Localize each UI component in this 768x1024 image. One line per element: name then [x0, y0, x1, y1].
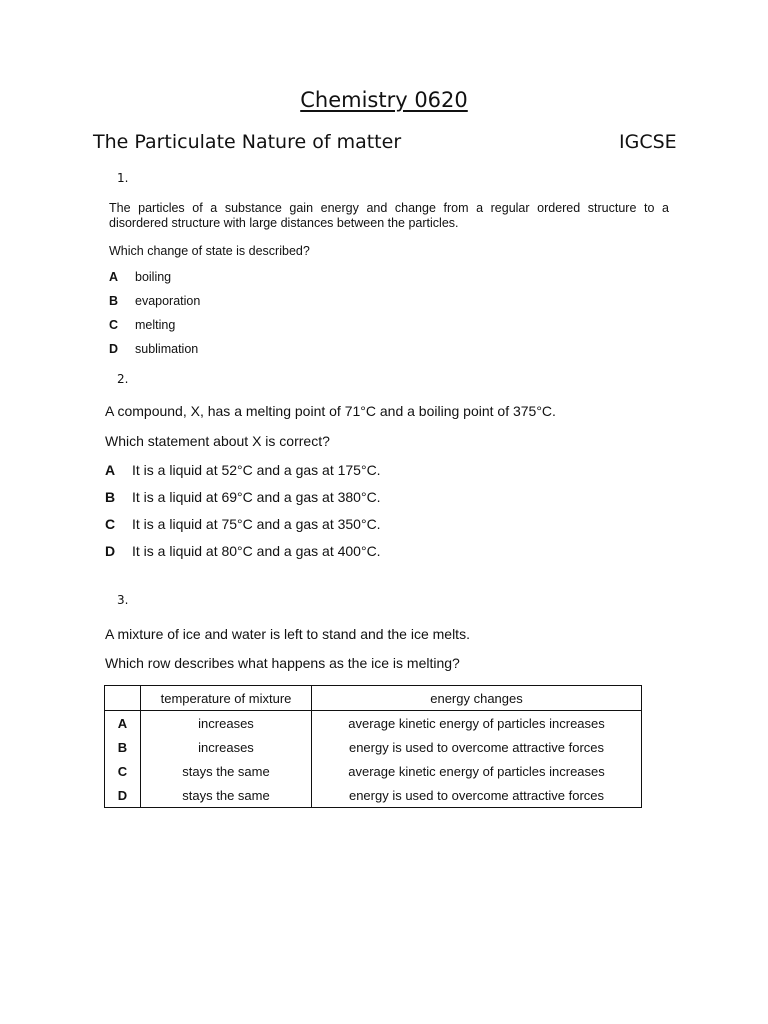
question-3-table: [104, 685, 642, 808]
row-energy: energy is used to overcome attractive forces: [312, 783, 642, 808]
table-row: [105, 759, 642, 783]
row-letter: B: [105, 735, 141, 759]
topic-heading: The Particulate Nature of matter: [93, 131, 402, 153]
question-1-prompt: Which change of state is described?: [109, 244, 310, 258]
option-letter: B: [105, 489, 116, 505]
document-title-text: Chemistry 0620: [300, 88, 468, 112]
level-label: IGCSE: [619, 131, 677, 153]
question-3-prompt: Which row describes what happens as the ice is melting?: [105, 655, 460, 671]
table-header-temperature: temperature of mixture: [141, 686, 312, 711]
option-letter: A: [109, 270, 119, 284]
question-1-option-a: [109, 270, 171, 284]
option-text: melting: [135, 318, 176, 332]
question-1-option-b: [109, 294, 200, 308]
question-2-option-a: [105, 462, 381, 478]
option-letter: D: [109, 342, 119, 356]
row-letter: C: [105, 759, 141, 783]
row-energy: energy is used to overcome attractive forces: [312, 735, 642, 759]
table-header-energy: energy changes: [312, 686, 642, 711]
question-2-option-c: [105, 516, 381, 532]
row-letter: A: [105, 711, 141, 736]
option-text: sublimation: [135, 342, 199, 356]
question-2-option-d: [105, 543, 381, 559]
question-3-number: 3.: [117, 593, 129, 607]
table-header-row: [105, 686, 642, 711]
row-temperature: increases: [141, 735, 312, 759]
table-row: [105, 735, 642, 759]
question-2-prompt: Which statement about X is correct?: [105, 433, 330, 449]
option-text: It is a liquid at 69°C and a gas at 380°C.: [132, 489, 381, 505]
option-letter: B: [109, 294, 119, 308]
question-3-stem: A mixture of ice and water is left to stand and the ice melts.: [105, 626, 470, 642]
option-letter: C: [109, 318, 119, 332]
table-row: [105, 711, 642, 736]
question-1-number: 1.: [117, 171, 129, 185]
question-2-option-b: [105, 489, 381, 505]
row-temperature: stays the same: [141, 783, 312, 808]
option-text: boiling: [135, 270, 172, 284]
option-letter: A: [105, 462, 116, 478]
option-text: It is a liquid at 80°C and a gas at 400°C.: [132, 543, 381, 559]
table-row: [105, 783, 642, 808]
row-letter: D: [105, 783, 141, 808]
document-title: [0, 88, 768, 112]
table-header-blank: [105, 686, 141, 711]
question-1-stem: The particles of a substance gain energy and change from a regular ordered structure to a disordered structure with large distances between the particles.: [109, 201, 669, 230]
row-temperature: stays the same: [141, 759, 312, 783]
row-energy: average kinetic energy of particles increases: [312, 759, 642, 783]
row-energy: average kinetic energy of particles increases: [312, 711, 642, 736]
option-text: It is a liquid at 75°C and a gas at 350°C.: [132, 516, 381, 532]
question-2-number: 2.: [117, 372, 129, 386]
row-temperature: increases: [141, 711, 312, 736]
option-text: It is a liquid at 52°C and a gas at 175°C.: [132, 462, 381, 478]
option-letter: C: [105, 516, 116, 532]
question-1-option-c: [109, 318, 175, 332]
option-letter: D: [105, 543, 116, 559]
question-1-option-d: [109, 342, 198, 356]
option-text: evaporation: [135, 294, 201, 308]
question-2-stem: A compound, X, has a melting point of 71°C and a boiling point of 375°C.: [105, 403, 556, 419]
